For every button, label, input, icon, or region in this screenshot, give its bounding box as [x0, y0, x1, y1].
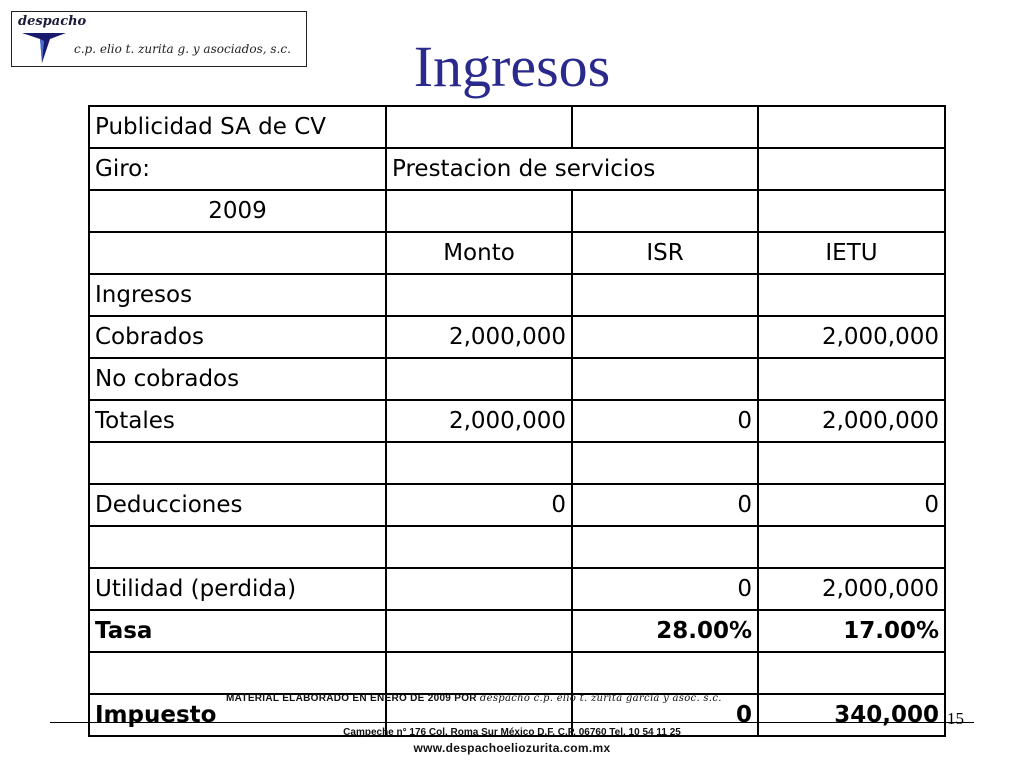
table-cell: 0 — [572, 568, 758, 610]
table-cell: 0 — [758, 484, 945, 526]
footer-divider — [50, 722, 974, 723]
table-cell: Publicidad SA de CV — [89, 106, 386, 148]
footer-note-text: MATERIAL ELABORADO EN ENERO DE 2009 POR — [226, 693, 477, 704]
table-cell: 0 — [386, 484, 572, 526]
footer-address: Campeche n° 176 Col. Roma Sur México D.F. C.P. 06760 Tel. 10 54 11 25 — [343, 727, 681, 738]
table-cell — [386, 568, 572, 610]
table-cell: Tasa — [89, 610, 386, 652]
table-cell: 17.00% — [758, 610, 945, 652]
table-cell — [758, 190, 945, 232]
table-cell — [572, 190, 758, 232]
footer-website: www.despachoeliozurita.com.mx — [413, 741, 611, 755]
table-cell — [572, 652, 758, 694]
table-cell — [758, 526, 945, 568]
table-cell — [386, 526, 572, 568]
table-cell — [386, 652, 572, 694]
table-cell — [89, 652, 386, 694]
table-cell — [89, 442, 386, 484]
table-cell: 340,000 — [758, 694, 945, 736]
column-header: Monto — [386, 232, 572, 274]
table-cell — [758, 358, 945, 400]
table-cell: 0 — [572, 484, 758, 526]
logo-word: despacho — [18, 14, 87, 29]
column-header: IETU — [758, 232, 945, 274]
footer-signature: despacho c.p. elio t. zurita garcía y asoc. s.c. — [479, 693, 722, 704]
table-cell: 2009 — [89, 190, 386, 232]
footer-note — [226, 693, 722, 704]
table-cell: Prestacion de servicios — [386, 148, 758, 190]
table-row — [89, 190, 945, 232]
table-row — [89, 610, 945, 652]
table-cell: 28.00% — [572, 610, 758, 652]
table-cell — [386, 610, 572, 652]
table-row — [89, 316, 945, 358]
table-cell: 2,000,000 — [758, 568, 945, 610]
table-cell: Impuesto — [89, 694, 386, 736]
table-cell — [572, 274, 758, 316]
table-cell — [758, 274, 945, 316]
table-cell — [386, 442, 572, 484]
table-row — [89, 400, 945, 442]
table-cell: Cobrados — [89, 316, 386, 358]
table-row — [89, 358, 945, 400]
table-cell: No cobrados — [89, 358, 386, 400]
table-row — [89, 652, 945, 694]
table-cell — [572, 316, 758, 358]
table-cell — [386, 106, 572, 148]
table-row — [89, 484, 945, 526]
table-cell — [572, 526, 758, 568]
page-number: 15 — [947, 709, 964, 728]
table-cell — [89, 232, 386, 274]
table-cell: 2,000,000 — [758, 316, 945, 358]
logo-firm-name: c.p. elio t. zurita g. y asociados, s.c. — [74, 42, 291, 56]
table-cell — [758, 442, 945, 484]
table-cell: Totales — [89, 400, 386, 442]
table-cell: Ingresos — [89, 274, 386, 316]
table-cell: Utilidad (perdida) — [89, 568, 386, 610]
table-cell — [386, 358, 572, 400]
table-cell — [572, 106, 758, 148]
table-cell: 2,000,000 — [758, 400, 945, 442]
table-cell: 0 — [572, 694, 758, 736]
table-cell — [758, 652, 945, 694]
table-cell — [572, 442, 758, 484]
table-cell: Giro: — [89, 148, 386, 190]
table-cell — [572, 358, 758, 400]
page-title: Ingresos — [413, 34, 611, 99]
table-row — [89, 106, 945, 148]
column-header: ISR — [572, 232, 758, 274]
table-cell — [758, 106, 945, 148]
table-row — [89, 232, 945, 274]
table-row — [89, 274, 945, 316]
table-cell — [758, 148, 945, 190]
income-table — [88, 105, 946, 737]
table-row — [89, 568, 945, 610]
table-cell: Deducciones — [89, 484, 386, 526]
table-cell — [386, 190, 572, 232]
table-row — [89, 442, 945, 484]
table-cell: 2,000,000 — [386, 400, 572, 442]
table-cell — [89, 526, 386, 568]
table-row — [89, 526, 945, 568]
table-cell: 2,000,000 — [386, 316, 572, 358]
table-cell — [386, 274, 572, 316]
table-row — [89, 148, 945, 190]
table-cell: 0 — [572, 400, 758, 442]
